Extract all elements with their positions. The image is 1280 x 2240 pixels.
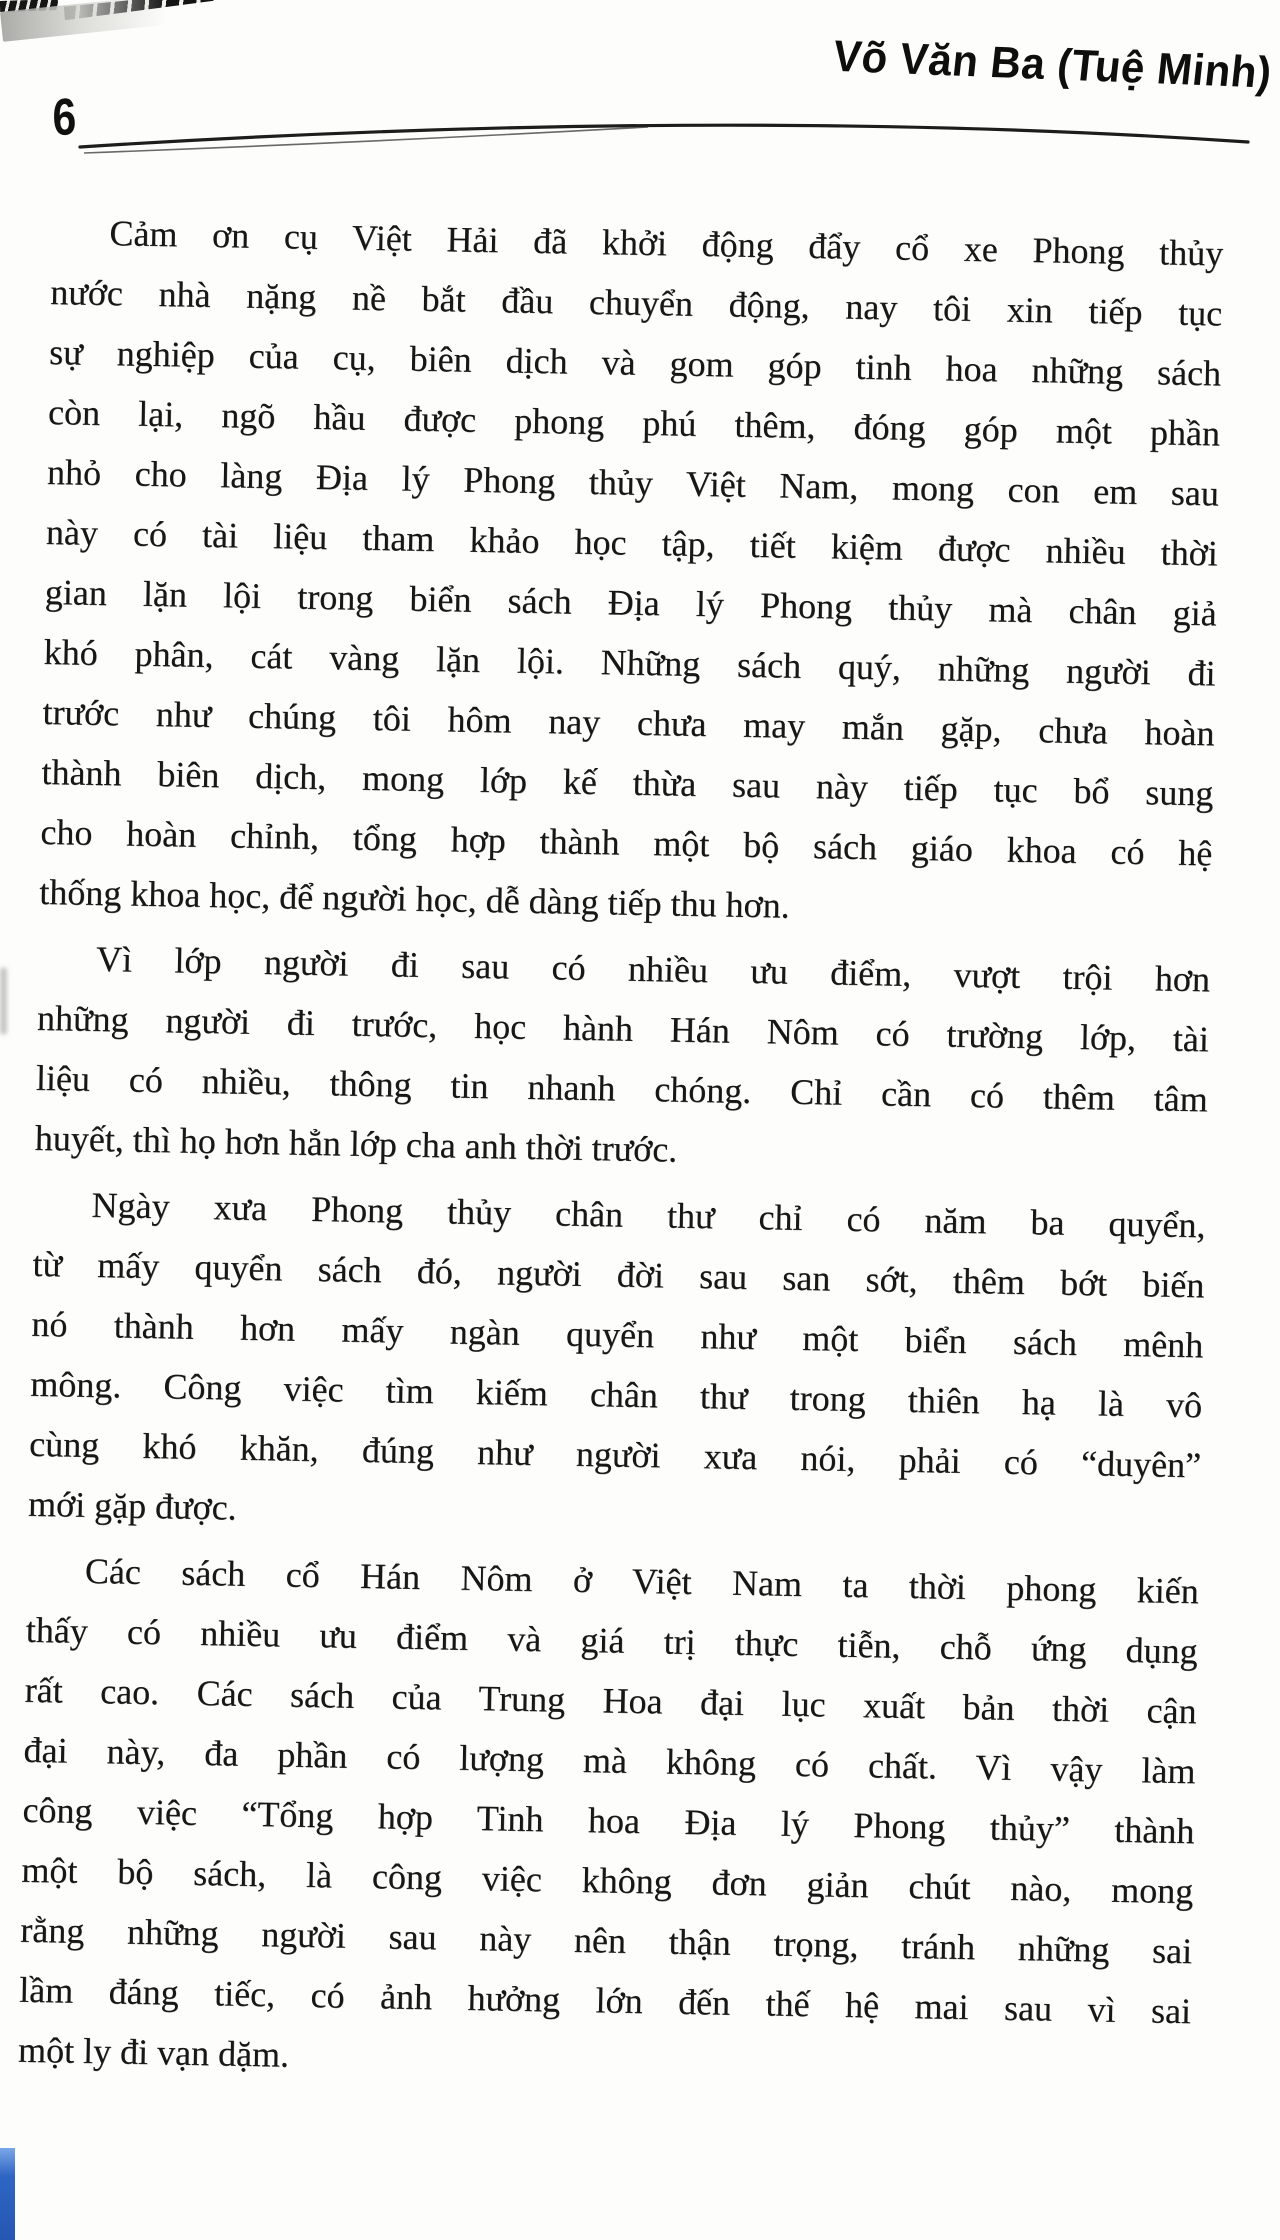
text-line: một bộ sách, là công việc không đơn giản chút nào, mong	[21, 1849, 1194, 1912]
running-header-author: Võ Văn Ba (Tuệ Minh)	[831, 31, 1275, 98]
text-line: trước như chúng tôi hôm nay chưa may mắn gặp, chưa hoàn	[42, 691, 1215, 754]
text-line: huyết, thì họ hơn hẳn lớp cha anh thời trước.	[34, 1117, 678, 1170]
scan-artifact-left-smudge	[0, 968, 7, 1034]
page-text	[18, 202, 1224, 2101]
text-line: liệu có nhiều, thông tin nhanh chóng. Chỉ cần có thêm tâm	[35, 1057, 1209, 1120]
text-line: một ly đi vạn dặm.	[17, 2029, 290, 2075]
text-line: sự nghiệp của cụ, biên dịch và gom góp tinh hoa những sách	[48, 331, 1222, 394]
text-line: nhỏ cho làng Địa lý Phong thủy Việt Nam, mong con em sau	[46, 451, 1220, 514]
text-line: này có tài liệu tham khảo học tập, tiết kiệm được nhiều thời	[45, 511, 1219, 574]
scan-artifact-blue-strip	[0, 2148, 15, 2240]
text-line: thành biên dịch, mong lớp kế thừa sau này tiếp tục bổ sung	[41, 751, 1214, 814]
page-number: 6	[51, 88, 77, 147]
text-line: Các sách cổ Hán Nôm ở Việt Nam ta thời phong kiến	[84, 1550, 1200, 1612]
paragraph	[18, 1540, 1200, 2101]
text-line: rất cao. Các sách của Trung Hoa đại lục xuất bản thời cận	[24, 1669, 1197, 1732]
text-line: lầm đáng tiếc, có ảnh hưởng lớn đến thế hệ mai sau vì sai	[18, 1969, 1192, 2032]
text-line: những người đi trước, học hành Hán Nôm có trường lớp, tài	[36, 997, 1210, 1060]
text-line: thấy có nhiều ưu điểm và giá trị thực tiễn, chỗ ứng dụng	[25, 1609, 1199, 1672]
text-line: rằng những người sau này nên thận trọng, tránh những sai	[19, 1909, 1193, 1972]
text-line: nó thành hơn mấy ngàn quyển như một biển sách mênh	[31, 1303, 1204, 1366]
paragraph	[39, 202, 1224, 943]
text-line: từ mấy quyển sách đó, người đời sau san sớt, thêm bớt biến	[32, 1243, 1205, 1306]
header-rule	[78, 100, 1253, 162]
text-line: cho hoàn chỉnh, tổng hợp thành một bộ sách giáo khoa có hệ	[40, 811, 1213, 874]
paragraph	[34, 928, 1210, 1189]
text-line: đại này, đa phần có lượng mà không có chất. Vì vậy làm	[23, 1729, 1196, 1792]
text-line: công việc “Tổng hợp Tinh hoa Địa lý Phong thủy” thành	[22, 1789, 1195, 1852]
text-line: gian lặn lội trong biển sách Địa lý Phong thủy mà chân giả	[44, 571, 1218, 634]
text-line: còn lại, ngõ hầu được phong phú thêm, đóng góp một phần	[47, 391, 1221, 454]
paragraph	[28, 1174, 1206, 1555]
text-line: cùng khó khăn, đúng như người xưa nói, phải có “duyên”	[28, 1423, 1202, 1486]
text-line: Vì lớp người đi sau có nhiều ưu điểm, vượt trội hơn	[95, 938, 1211, 1000]
text-line: khó phân, cát vàng lặn lội. Những sách quý, những người đi	[43, 631, 1216, 694]
text-line: mông. Công việc tìm kiếm chân thư trong thiên hạ là vô	[29, 1363, 1203, 1426]
text-line: thống khoa học, để người học, dễ dàng tiếp thu hơn.	[38, 871, 791, 926]
text-line: mới gặp được.	[27, 1483, 238, 1528]
text-line: Ngày xưa Phong thủy chân thư chỉ có năm ba quyển,	[91, 1184, 1206, 1246]
text-line: nước nhà nặng nề bắt đầu chuyển động, nay tôi xin tiếp tục	[49, 271, 1223, 334]
text-line: Cảm ơn cụ Việt Hải đã khởi động đẩy cổ xe Phong thủy	[109, 213, 1224, 274]
